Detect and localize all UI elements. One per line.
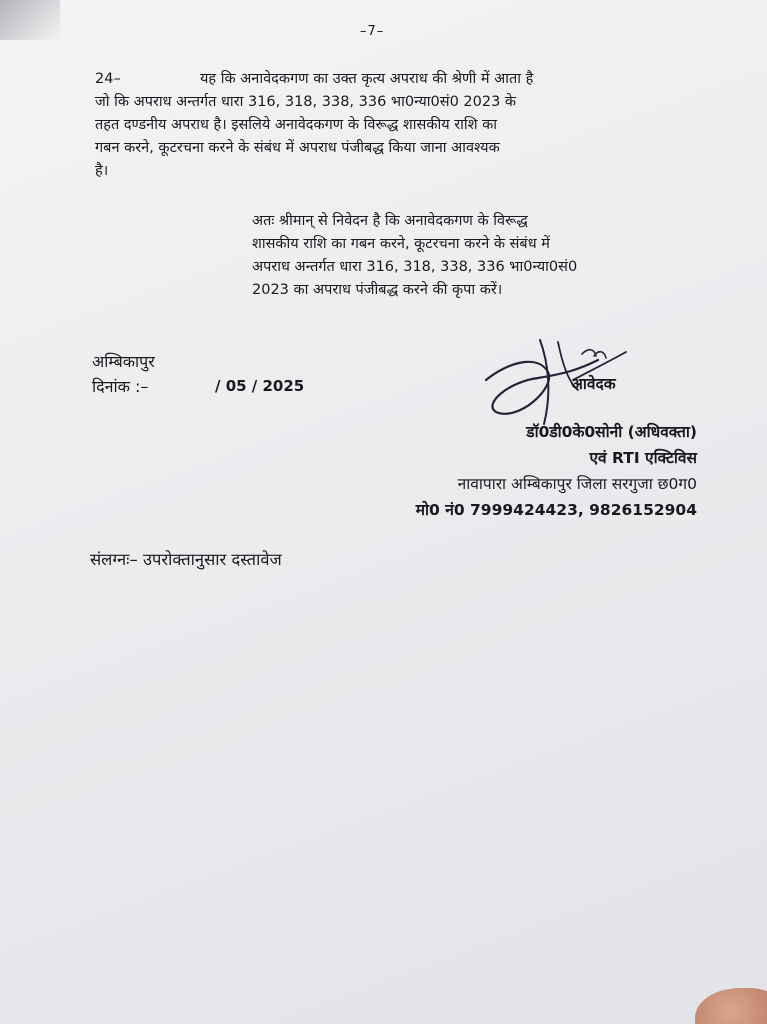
paragraph-number: 24– xyxy=(95,71,121,87)
paragraph-24-line-2: जो कि अपराध अन्तर्गत धारा 316, 318, 338, 336 भा0न्या0सं0 2023 के xyxy=(95,94,517,110)
page-corner-shadow xyxy=(0,0,60,40)
prayer-line-4: 2023 का अपराध पंजीबद्ध करने की कृपा करें। xyxy=(252,282,503,298)
paragraph-24-line-3: तहत दण्डनीय अपराध है। इसलिये अनावेदकगण के विरूद्ध शासकीय राशि का xyxy=(95,117,498,133)
applicant-label: आवेदक xyxy=(571,375,616,393)
signatory-role: एवं RTI एक्टिविस xyxy=(589,449,697,467)
page-number: –7– xyxy=(360,24,385,39)
signatory-name: डॉ0डी0के0सोनी (अधिवक्ता) xyxy=(526,423,697,441)
signatory-mobile: मो0 नं0 7999424423, 9826152904 xyxy=(415,501,697,519)
place: अम्बिकापुर xyxy=(92,352,155,371)
prayer-paragraph xyxy=(252,210,695,302)
prayer-line-3: अपराध अन्तर्गत धारा 316, 318, 338, 336 भा0न्या0सं0 xyxy=(252,259,578,275)
paragraph-24-line-1 xyxy=(95,68,695,91)
paragraph-24-line-1-text: यह कि अनावेदकगण का उक्त कृत्य अपराध की श्रेणी में आता है xyxy=(200,71,534,87)
prayer-line-2: शासकीय राशि का गबन करने, कूटरचना करने के संबंध में xyxy=(252,236,550,252)
date-label: दिनांक :– xyxy=(92,377,149,396)
thumb-in-frame xyxy=(695,988,767,1024)
enclosure-note: संलग्नः– उपरोक्तानुसार दस्तावेज xyxy=(90,550,282,569)
paragraph-24 xyxy=(95,68,695,183)
signatory-address: नावापारा अम्बिकापुर जिला सरगुजा छ0ग0 xyxy=(457,475,697,493)
prayer-line-1: अतः श्रीमान् से निवेदन है कि अनावेदकगण के विरूद्ध xyxy=(252,213,528,229)
paragraph-24-line-5: है। xyxy=(95,163,109,179)
paragraph-24-line-4: गबन करने, कूटरचना करने के संबंध में अपराध पंजीबद्ध किया जाना आवश्यक xyxy=(95,140,500,156)
date-value: / 05 / 2025 xyxy=(215,377,305,395)
